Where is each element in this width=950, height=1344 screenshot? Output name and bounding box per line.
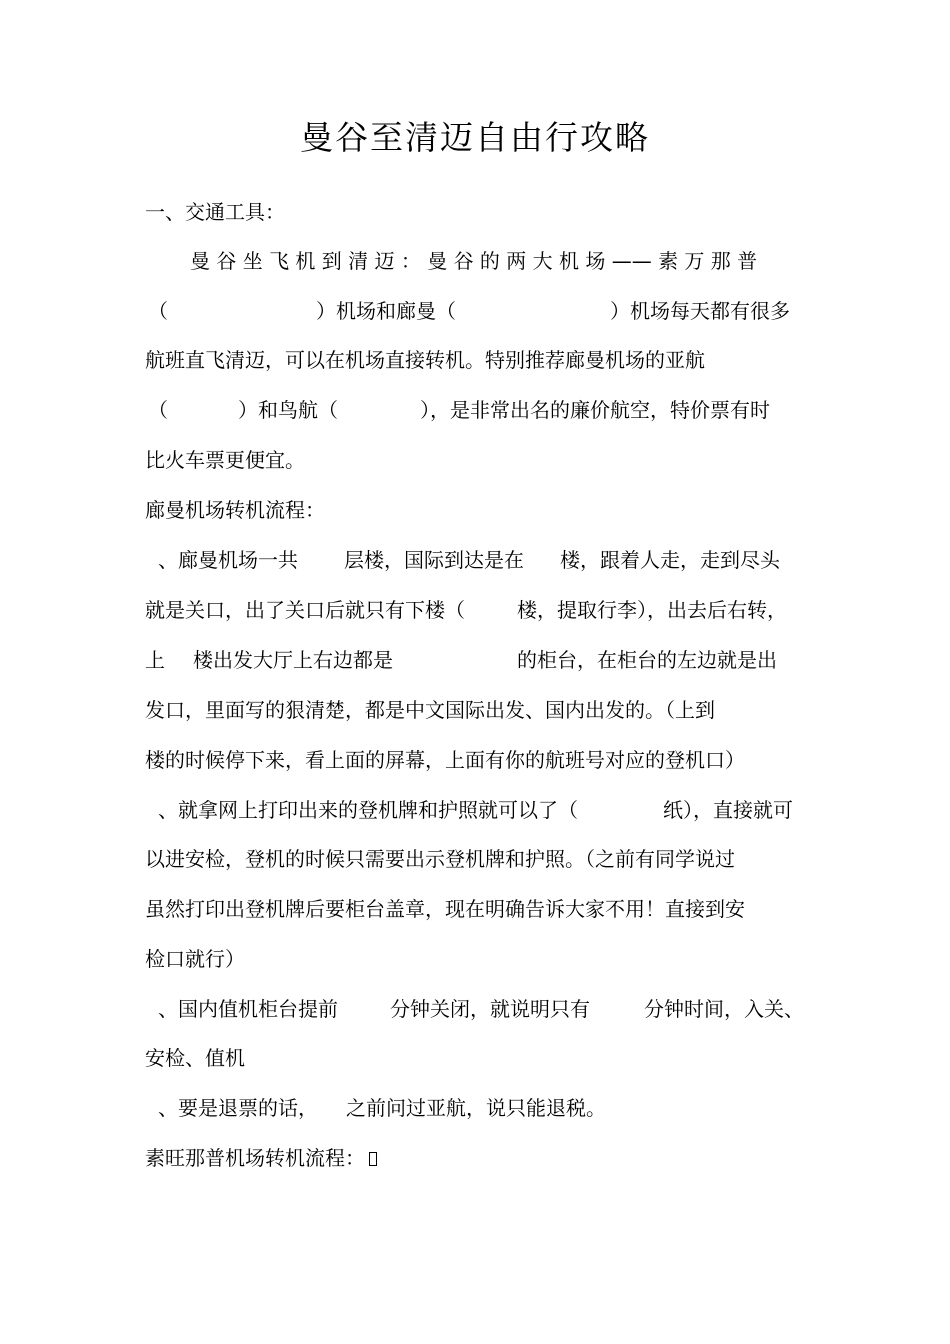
text-segment: ）机场每天都有很多 [610, 299, 790, 323]
list-item-line: 以进安检，登机的时候只需要出示登机牌和护照。（之前有同学说过 [145, 847, 735, 871]
text-segment: （ [148, 299, 168, 323]
missing-glyph-box-icon [369, 1152, 377, 1166]
text-segment: ）机场和廊曼（ [316, 299, 456, 323]
text-segment: 就是关口，出了关口后就只有下楼（ [145, 598, 465, 622]
text-segment: （ [148, 398, 168, 422]
paragraph-line: 航班直飞清迈，可以在机场直接转机。特别推荐廊曼机场的亚航 [145, 348, 705, 372]
document-title: 曼谷至清迈自由行攻略 [300, 118, 650, 157]
list-item-line: 楼的时候停下来，看上面的屏幕，上面有你的航班号对应的登机口） [145, 748, 745, 772]
text-segment: 分钟时间，入关、 [644, 997, 804, 1021]
subheading-text: 素旺那普机场转机流程： [145, 1146, 365, 1170]
text-segment: 、要是退票的话， [158, 1096, 318, 1120]
text-segment: 、廊曼机场一共 [158, 548, 298, 572]
text-segment: 纸），直接就可 [663, 798, 793, 822]
text-segment: 的柜台，在柜台的左边就是出 [517, 648, 777, 672]
text-segment: 、国内值机柜台提前 [158, 997, 338, 1021]
list-item-line: 虽然打印出登机牌后要柜台盖章，现在明确告诉大家不用！直接到安 [145, 897, 745, 921]
text-segment: 楼，跟着人走，走到尽头 [560, 548, 780, 572]
text-segment: 楼，提取行李），出去后右转， [517, 598, 787, 622]
paragraph-line: 比火车票更便宜。 [145, 448, 305, 472]
list-item-line: 安检、值机 [145, 1046, 245, 1070]
subheading-donmuang: 廊曼机场转机流程： [145, 498, 325, 522]
text-segment: 层楼，国际到达是在 [344, 548, 524, 572]
text-segment: 曼 谷 坐 飞 机 到 清 迈 ： 曼 谷 的 两 大 机 场 —— 素 万 那 普 [190, 249, 758, 273]
text-segment: ）和鸟航（ [238, 398, 338, 422]
text-segment: 之前问过亚航，说只能退税。 [346, 1096, 606, 1120]
list-item-line: 检口就行） [145, 947, 245, 971]
text-segment: 分钟关闭，就说明只有 [390, 997, 590, 1021]
section-heading-transport: 一、交通工具： [145, 200, 285, 224]
text-segment: 上 [145, 648, 165, 672]
text-segment: 楼出发大厅上右边都是 [193, 648, 393, 672]
text-segment: 、就拿网上打印出来的登机牌和护照就可以了（ [158, 798, 578, 822]
list-item-line: 发口，里面写的狠清楚，都是中文国际出发、国内出发的。（上到 [145, 698, 715, 722]
text-segment: ），是非常出名的廉价航空，特价票有时 [420, 398, 770, 422]
subheading-suvarnabhumi [145, 1144, 377, 1172]
